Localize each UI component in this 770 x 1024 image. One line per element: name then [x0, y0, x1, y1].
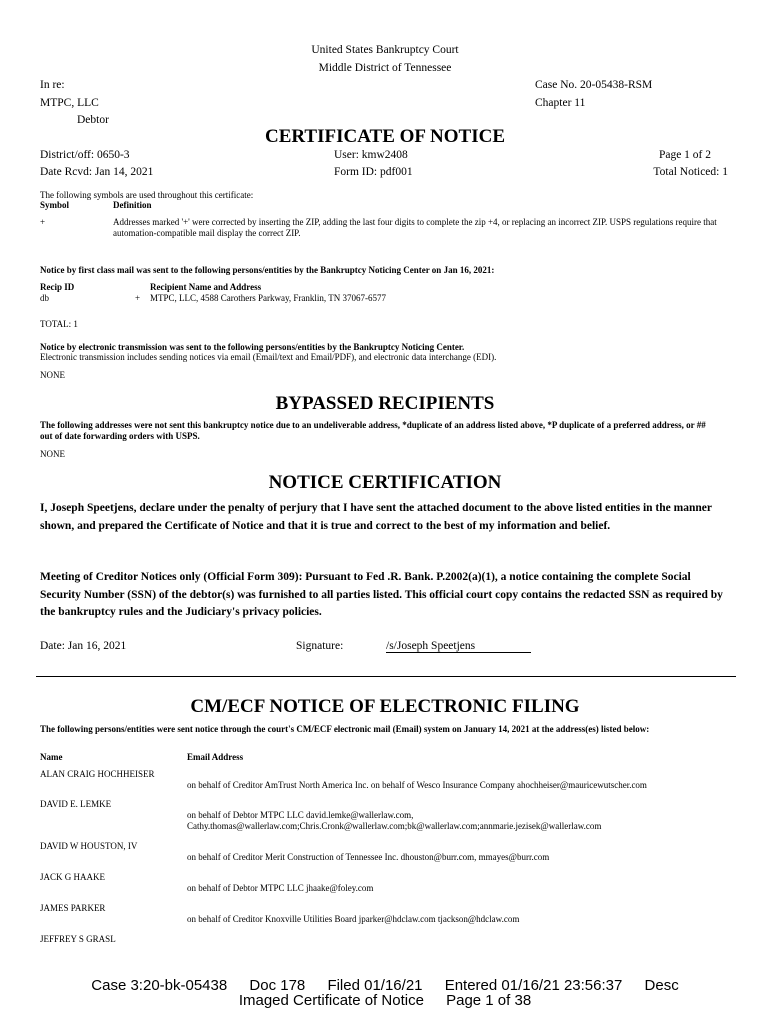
- symbols-intro: The following symbols are used throughout this certificate:: [40, 190, 254, 200]
- symbol-plus: +: [40, 217, 46, 227]
- cmecf-title: CM/ECF NOTICE OF ELECTRONIC FILING: [190, 696, 580, 717]
- section-divider: [36, 676, 736, 677]
- attorney-email: on behalf of Creditor Knoxville Utilities Board jparker@hdclaw.com tjackson@hdclaw.com: [187, 914, 520, 924]
- attorney-email-continued: Cathy.thomas@wallerlaw.com;Chris.Cronk@wallerlaw.com;bk@wallerlaw.com;annmarie.jezisek@wallerlaw.com: [187, 821, 602, 831]
- name-column-header: Name: [40, 752, 63, 762]
- certification-title: NOTICE CERTIFICATION: [268, 472, 502, 493]
- attorney-name: JEFFREY S GRASL: [40, 934, 116, 944]
- cmecf-description: The following persons/entities were sent notice through the court's CM/ECF electronic mail (Email) system on January 14, 2021 at the address(es) listed below:: [40, 724, 650, 734]
- certification-declaration: I, Joseph Speetjens, declare under the penalty of perjury that I have sent the attached document to the above listed entities in the manner shown, and prepared the Certificate of Notice and that it is true and correct to the best of my information and belief.: [40, 502, 712, 532]
- attorney-name: JAMES PARKER: [40, 903, 106, 913]
- case-number: Case No. 20-05438-RSM: [535, 79, 653, 91]
- attorney-name: DAVID W HOUSTON, IV: [40, 841, 138, 851]
- attorney-email: on behalf of Creditor AmTrust North America Inc. on behalf of Wesco Insurance Company ahochheiser@mauricewutscher.com: [187, 780, 647, 790]
- attorney-email: on behalf of Debtor MTPC LLC david.lemke@wallerlaw.com,: [187, 810, 414, 820]
- symbol-column-header: Symbol: [40, 200, 70, 210]
- stamp-imaged-certificate: Imaged Certificate of Notice: [238, 992, 424, 1009]
- date-received: Date Rcvd: Jan 14, 2021: [40, 166, 154, 178]
- attorney-name: DAVID E. LEMKE: [40, 799, 112, 809]
- bypassed-none: NONE: [40, 449, 65, 459]
- electronic-description: Electronic transmission includes sending notices via email (Email/text and Email/PDF), and electronic data interchange (EDI).: [40, 352, 497, 362]
- recip-id: db: [40, 293, 49, 303]
- stamp-doc: Doc 178: [249, 977, 306, 994]
- recipient-name-column-header: Recipient Name and Address: [150, 282, 262, 292]
- filing-stamp-line-2: [0, 992, 770, 1009]
- document-title: CERTIFICATE OF NOTICE: [264, 126, 506, 147]
- stamp-filed: Filed 01/16/21: [327, 977, 423, 994]
- court-name: United States Bankruptcy Court: [311, 44, 459, 56]
- user-id: User: kmw2408: [334, 149, 408, 161]
- electronic-heading: Notice by electronic transmission was sent to the following persons/entities by the Bankruptcy Noticing Center.: [40, 342, 465, 352]
- symbol-definition: Addresses marked '+' were corrected by inserting the ZIP, adding the last four digits to complete the zip +4, or replacing an incorrect ZIP. USPS regulations require that automation-compatible mail display the correct ZIP.: [113, 217, 717, 238]
- district-off: District/off: 0650-3: [40, 149, 130, 161]
- in-re-label: In re:: [40, 79, 65, 91]
- stamp-page: Page 1 of 38: [446, 992, 532, 1009]
- attorney-name: JACK G HAAKE: [40, 872, 105, 882]
- stamp-entered: Entered 01/16/21 23:56:37: [444, 977, 623, 994]
- page-indicator: Page 1 of 2: [658, 149, 711, 161]
- debtor-name: MTPC, LLC: [40, 97, 99, 109]
- meeting-of-creditor-notice: Meeting of Creditor Notices only (Official Form 309): Pursuant to Fed .R. Bank. P.2002(a)(1), a notice containing the complete Social Security Number (SSN) of the debtor(s) was furnished to all parties listed. This official court copy contains the redacted SSN as required by the bankruptcy rules and the Judiciary's privacy policies.: [40, 571, 723, 618]
- attorney-email: on behalf of Creditor Merit Construction of Tennessee Inc. dhouston@burr.com, mmayes@burr.com: [187, 852, 550, 862]
- total-noticed: Total Noticed: 1: [653, 166, 728, 178]
- attorney-name: ALAN CRAIG HOCHHEISER: [40, 769, 155, 779]
- stamp-case: Case 3:20-bk-05438: [91, 977, 228, 994]
- signature-label: Signature:: [296, 640, 344, 652]
- first-class-total: TOTAL: 1: [40, 319, 78, 329]
- attorney-email: on behalf of Debtor MTPC LLC jhaake@foley.com: [187, 883, 374, 893]
- recip-id-column-header: Recip ID: [40, 282, 75, 292]
- bypassed-description: The following addresses were not sent this bankruptcy notice due to an undeliverable address, *duplicate of an address listed above, *P duplicate of a preferred address, or ## out of date forwarding orders with USPS.: [40, 420, 706, 441]
- stamp-desc: Desc: [644, 977, 679, 994]
- bypassed-title: BYPASSED RECIPIENTS: [275, 393, 495, 414]
- chapter: Chapter 11: [535, 97, 586, 109]
- definition-column-header: Definition: [113, 200, 152, 210]
- first-class-heading: Notice by first class mail was sent to the following persons/entities by the Bankruptcy Noticing Center on Jan 16, 2021:: [40, 265, 495, 275]
- certification-date: Date: Jan 16, 2021: [40, 640, 127, 652]
- court-district: Middle District of Tennessee: [318, 62, 452, 74]
- email-column-header: Email Address: [187, 752, 244, 762]
- recip-mark: +: [135, 293, 141, 303]
- recipient-address: MTPC, LLC, 4588 Carothers Parkway, Franklin, TN 37067-6577: [150, 293, 386, 303]
- electronic-none: NONE: [40, 370, 65, 380]
- form-id: Form ID: pdf001: [334, 166, 413, 178]
- debtor-label: Debtor: [77, 114, 109, 126]
- signature-value: /s/Joseph Speetjens: [386, 640, 531, 653]
